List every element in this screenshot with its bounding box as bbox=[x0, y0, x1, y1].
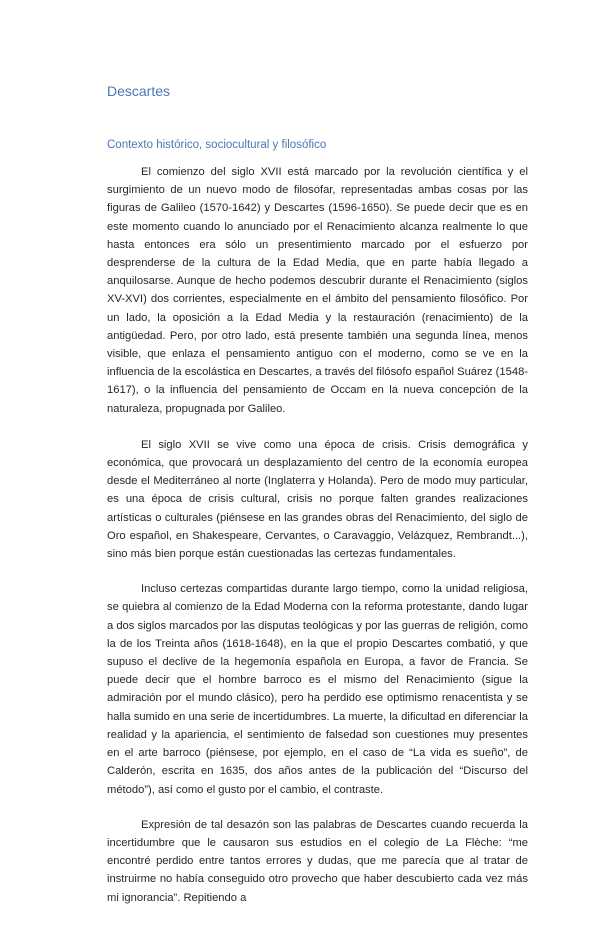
document-title: Descartes bbox=[107, 83, 171, 99]
paragraph: El comienzo del siglo XVII está marcado por la revolución científica y el surgimiento de un nuevo modo de filosofar, representadas ambas cosas por las figuras de Galileo (1570-1642) y Descartes (1596-1650). Se puede decir que es en este momento cuando lo anunciado por el Renacimiento alcanza realmente lo que hasta entonces era sólo un presentimiento marcado por el esfuerzo por desprenderse de la cultura de la Edad Media, que en parte había llegado a anquilosarse. Aunque de hecho podemos descubrir durante el Renacimiento (siglos XV-XVI) dos corrientes, especialmente en el ámbito del pensamiento filosófico. Por un lado, la oposición a la Edad Media y la restauración (renacimiento) de la antigüedad. Pero, por otro lado, está presente también una segunda línea, menos visible, que enlaza el pensamiento antiguo con el moderno, como se ve en la influencia de la escolástica en Descartes, a través del filósofo español Suárez (1548-1617), o la influencia del pensamiento de Occam en la nueva concepción de la naturaleza, propugnada por Galileo. bbox=[107, 166, 529, 415]
paragraph: Incluso certezas compartidas durante largo tiempo, como la unidad religiosa, se quiebra al comienzo de la Edad Moderna con la reforma protestante, dando lugar a dos siglos marcados por las disputas teológicas y por las guerras de religión, como la de los Treinta años (1618-1648), en la que el propio Descartes combatió, y que supuso el declive de la hegemonía española en Europa, a favor de Francia. Se puede decir que el hombre barroco es el mismo del Renacimiento (sigue la admiración por el mundo clásico), pero ha perdido ese optimismo renacentista y se halla sumido en una serie de incertidumbres. La muerte, la dificultad en diferenciar la realidad y la apariencia, el sentimiento de falsedad son cuestiones muy presentes en el arte barroco (piénsese, por ejemplo, en el caso de “La vida es sueño”, de Calderón, escrita en 1635, dos años antes de la publicación del “Discurso del método”), así como el gusto por el cambio, el contraste. bbox=[107, 583, 529, 796]
body-text bbox=[107, 163, 528, 925]
section-heading: Contexto histórico, sociocultural y filosófico bbox=[107, 139, 327, 151]
paragraph: El siglo XVII se vive como una época de crisis. Crisis demográfica y económica, que provocará un desplazamiento del centro de la economía europea desde el Mediterráneo al norte (Inglaterra y Holanda). Pero de modo muy particular, es una época de crisis cultural, crisis no porque falten grandes realizaciones artísticas o culturales (piénsese en las grandes obras del Renacimiento, del siglo de Oro español, en Shakespeare, Cervantes, o Caravaggio, Velázquez, Rembrandt...), sino más bien porque están cuestionadas las certezas fundamentales. bbox=[107, 438, 528, 561]
paragraph: Expresión de tal desazón son las palabras de Descartes cuando recuerda la incertidumbre que le causaron sus estudios en el colegio de La Flèche: “me encontré perdido entre tantos errores y dudas, que me parecía que al tratar de instruirme no había conseguido otro provecho que haber descubierto cada vez más mi ignorancia”. Repitiendo a bbox=[107, 818, 528, 904]
